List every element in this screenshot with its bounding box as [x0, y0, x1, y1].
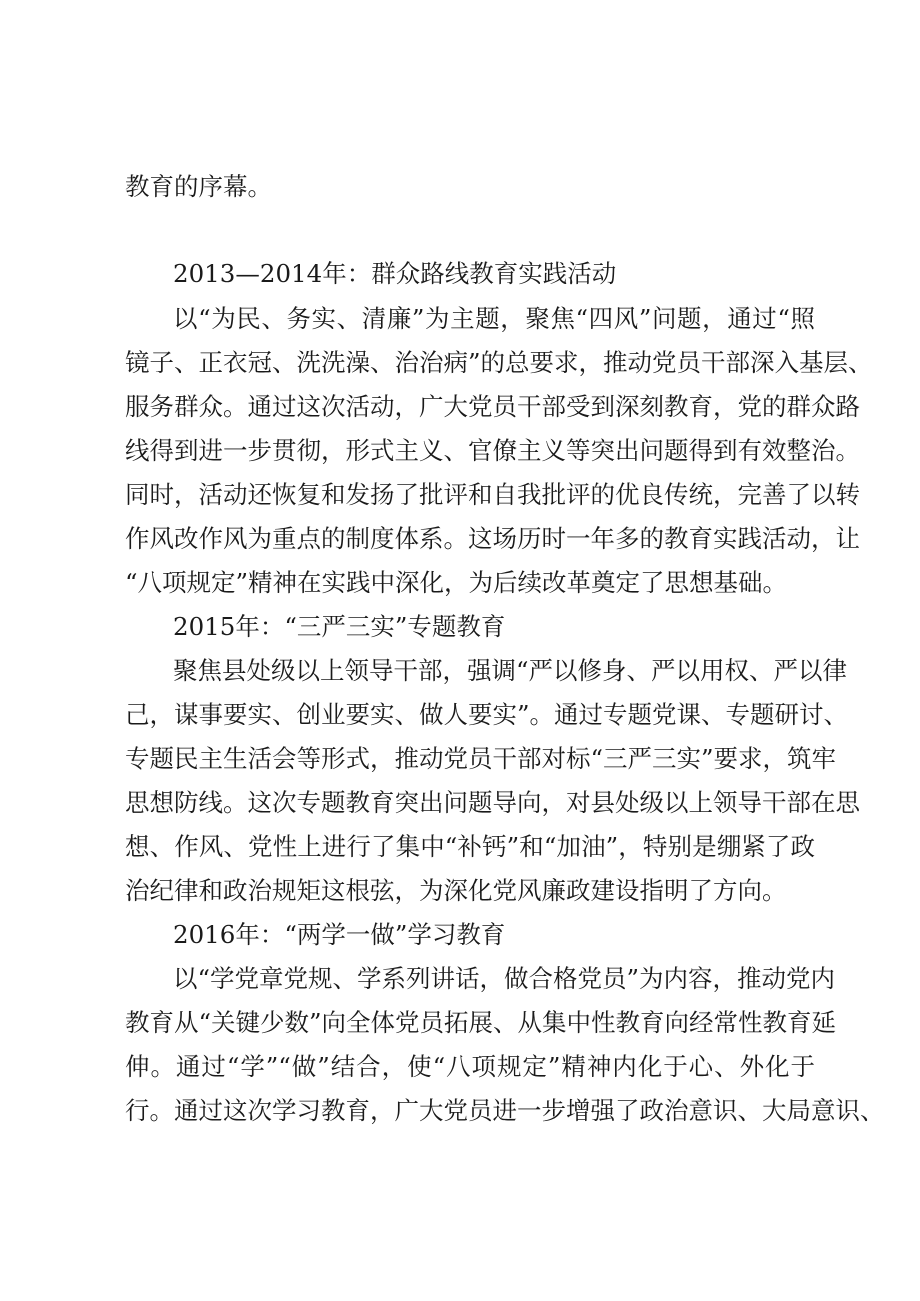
paragraph-line: 教育从“关键少数”向全体党员拓展、从集中性教育向经常性教育延: [125, 1008, 837, 1037]
paragraph-line: 作风改作风为重点的制度体系。这场历时一年多的教育实践活动，让: [125, 524, 860, 553]
paragraph-line: 以“为民、务实、清廉”为主题，聚焦“四风”问题，通过“照: [173, 304, 815, 333]
paragraph-line: 想、作风、党性上进行了集中“补钙”和“加油”，特别是绷紧了政: [125, 832, 815, 861]
paragraph-line: 镜子、正衣冠、洗洗澡、治治病”的总要求，推动党员干部深入基层、: [125, 348, 873, 377]
section-heading-2016: 2016年：“两学一做”学习教育: [173, 920, 506, 949]
paragraph-line: “八项规定”精神在实践中深化，为后续改革奠定了思想基础。: [125, 568, 788, 597]
paragraph-line: 己，谋事要实、创业要实、做人要实”。通过专题党课、专题研讨、: [125, 700, 849, 729]
paragraph-line: 伸。通过“学”“做”结合，使“八项规定”精神内化于心、外化于: [125, 1052, 815, 1081]
paragraph-line: 同时，活动还恢复和发扬了批评和自我批评的优良传统，完善了以转: [125, 480, 860, 509]
paragraph-line: 思想防线。这次专题教育突出问题导向，对县处级以上领导干部在思: [125, 788, 860, 817]
paragraph-line: 服务群众。通过这次活动，广大党员干部受到深刻教育，党的群众路: [125, 392, 860, 421]
paragraph-line: 专题民主生活会等形式，推动党员干部对标“三严三实”要求，筑牢: [125, 744, 837, 773]
paragraph-line: 线得到进一步贯彻，形式主义、官僚主义等突出问题得到有效整治。: [125, 436, 860, 465]
paragraph-line: 行。通过这次学习教育，广大党员进一步增强了政治意识、大局意识、: [125, 1096, 885, 1125]
paragraph-line: 治纪律和政治规矩这根弦，为深化党风廉政建设指明了方向。: [125, 876, 787, 905]
section-heading-2015: 2015年：“三严三实”专题教育: [173, 612, 506, 641]
intro-tail-line: 教育的序幕。: [125, 172, 272, 201]
paragraph-line: 以“学党章党规、学系列讲话，做合格党员”为内容，推动党内: [173, 964, 836, 993]
section-heading-2013: 2013—2014年：群众路线教育实践活动: [173, 259, 617, 288]
paragraph-line: 聚焦县处级以上领导干部，强调“严以修身、严以用权、严以律: [173, 656, 848, 685]
